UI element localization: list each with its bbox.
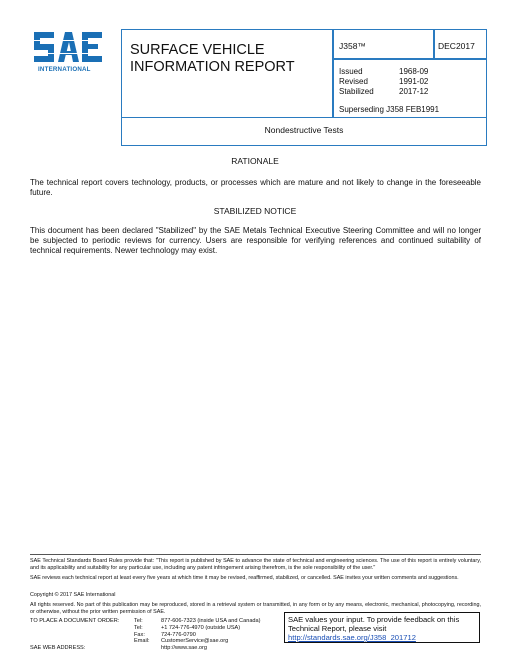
header-divider xyxy=(433,30,435,58)
review-text: SAE reviews each technical report at least every five years at which time it may be revised, reaffirmed, stabilized, or cancelled. SAE invites your written comments and suggestions. xyxy=(30,575,459,581)
web-address-label: SAE WEB ADDRESS: xyxy=(30,645,86,651)
rationale-text: The technical report covers technology, products, or processes which are mature and not likely to change in the foreseeable future. xyxy=(30,178,481,198)
order-keys xyxy=(134,618,158,645)
date-row-stabilized xyxy=(339,87,428,97)
feedback-text: SAE values your input. To provide feedback on this xyxy=(288,615,460,624)
feedback-text: Technical Report, please visit xyxy=(288,624,387,633)
report-header xyxy=(121,29,487,118)
sae-logo-mark xyxy=(32,30,108,66)
document-number: J358™ xyxy=(339,41,366,51)
report-type-line2: INFORMATION REPORT xyxy=(130,59,295,75)
order-email-link[interactable]: CustomerService@sae.org xyxy=(161,638,229,645)
order-key: Tel: xyxy=(134,618,143,624)
stabilized-notice-heading: STABILIZED NOTICE xyxy=(213,206,297,216)
header-divider xyxy=(332,30,334,117)
order-key: Fax: xyxy=(134,631,145,638)
order-phone-domestic: 877-606-7323 (inside USA and Canada) xyxy=(161,618,261,624)
date-row-issued xyxy=(339,67,428,77)
sae-logo-text: INTERNATIONAL xyxy=(38,66,91,73)
feedback-link[interactable]: http://standards.sae.org/J358_201712 xyxy=(288,633,416,642)
order-key: Email: xyxy=(134,638,150,645)
date-label: Revised xyxy=(339,77,368,86)
footer-divider xyxy=(30,554,481,555)
order-phone-international: +1 724-776-4970 (outside USA) xyxy=(161,624,241,631)
web-address-link[interactable]: http://www.sae.org xyxy=(161,645,208,651)
date-value: 2017-12 xyxy=(399,87,429,96)
feedback-box xyxy=(284,612,480,643)
order-key: Tel: xyxy=(134,624,143,631)
document-date: DEC2017 xyxy=(438,41,475,51)
document-subject: Nondestructive Tests xyxy=(121,117,487,146)
header-divider xyxy=(332,58,487,60)
board-rules-text: SAE Technical Standards Board Rules provide that: "This report is published by SAE to advance the state of technical and engineering sciences. The use of this report is entirely voluntary, and its applicability and suitability for any particular use, including any patent infringement arising therefrom, is the sole responsibility of the user." xyxy=(30,558,481,571)
rationale-heading: RATIONALE xyxy=(231,156,279,166)
stabilized-notice-text: This document has been declared "Stabilized" by the SAE Metals Technical Executive Steering Committee and will no longer be subjected to periodic reviews for currency. Users are responsible for verifying references and continued suitability of technical requirements. Newer technology may exist. xyxy=(30,226,481,256)
superseding-note: Superseding J358 FEB1991 xyxy=(339,105,440,114)
report-type-title xyxy=(130,42,295,76)
date-label: Issued xyxy=(339,67,363,76)
order-fax: 724-776-0790 xyxy=(161,631,196,638)
date-row-revised xyxy=(339,77,428,87)
report-type-line1: SURFACE VEHICLE xyxy=(130,42,265,58)
date-value: 1968-09 xyxy=(399,67,429,76)
copyright-text: Copyright © 2017 SAE International xyxy=(30,592,116,598)
rights-text: All rights reserved. No part of this publication may be reproduced, stored in a retrieval system or transmitted, in any form or by any means, electronic, mechanical, photocopying, recording, or otherwise, without the prior written permission of SAE. xyxy=(30,602,481,615)
date-value: 1991-02 xyxy=(399,77,429,86)
document-dates xyxy=(339,67,428,97)
date-label: Stabilized xyxy=(339,87,374,96)
order-label: TO PLACE A DOCUMENT ORDER: xyxy=(30,618,120,624)
